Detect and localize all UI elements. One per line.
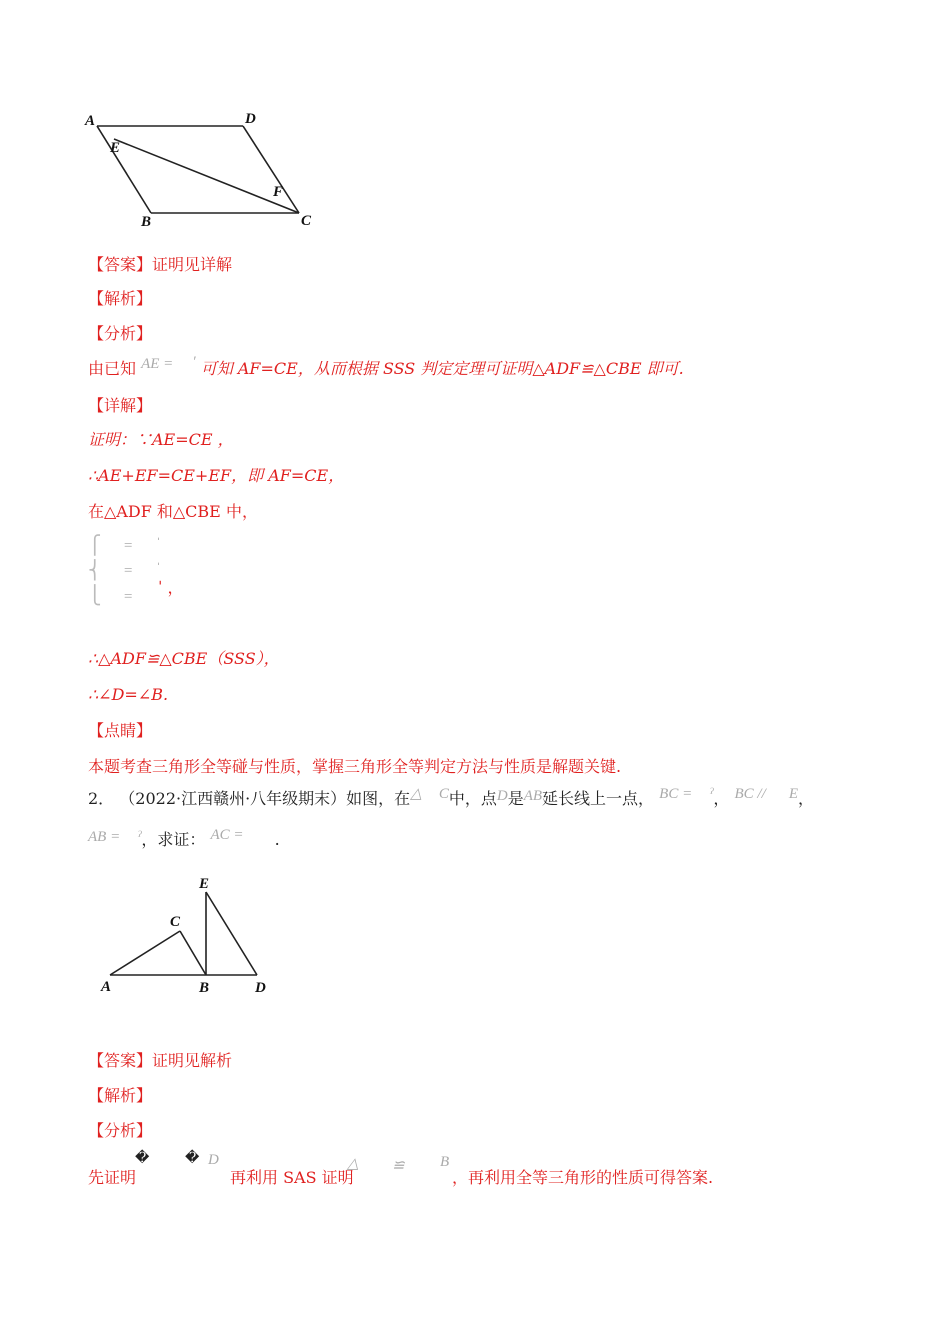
label-a2: A [101, 979, 112, 995]
analysis-tag-2: 【解析】 [88, 1086, 153, 1105]
comma-2: ， [798, 789, 815, 808]
segment-ec [114, 139, 299, 213]
ac-eq: AC = [210, 827, 244, 843]
tri-symbol-2: △ [347, 1156, 359, 1172]
label-c: C [301, 213, 312, 229]
dianjing-tag: 【点睛】 [88, 721, 153, 740]
system-tail-3: ˈ ， [158, 578, 184, 597]
label-b2: B [199, 980, 210, 996]
b-label: B [440, 1154, 450, 1170]
label-f: F [273, 184, 284, 200]
comma-1: ， [713, 789, 730, 808]
cong-symbol: ≌ [392, 1158, 405, 1174]
mid-2: 是 [507, 789, 524, 808]
e-val: E [788, 786, 799, 802]
bc-val: ˀ [709, 786, 714, 802]
mid-1: 中，点 [448, 789, 497, 808]
problem-2-line-1 [88, 786, 815, 810]
segment-ed [206, 892, 257, 975]
fenxi-text: 可知 AF=CE，从而根据 SSS 判定定理可证明△ADF≌△CBE 即可. [200, 359, 684, 378]
bc-parallel: BC // [734, 786, 766, 802]
dianjing-text: 本题考查三角形全等碰与性质，掌握三角形全等判定方法与性质是解题关键. [88, 757, 622, 776]
analysis-tag: 【解析】 [88, 289, 153, 308]
tri-symbol: △ [410, 786, 422, 802]
fenxi-line [88, 354, 684, 380]
segment-dc [243, 126, 299, 213]
fenxi-tag-2: 【分析】 [88, 1121, 153, 1140]
proof-line-5: ∴∠D=∠B. [88, 685, 169, 704]
equation-system-brace: ⎧ ⎨ ⎩ [88, 535, 102, 605]
fenxi-tag: 【分析】 [88, 324, 153, 343]
detail-tag: 【详解】 [88, 396, 153, 415]
fenxi-frag: ′ [192, 354, 196, 370]
figure-2-triangles [95, 868, 280, 998]
label-a: A [85, 113, 96, 129]
answer-tag: 【答案】 [88, 255, 153, 274]
fenxi-math: AE = [141, 356, 174, 372]
glyph-2: � [185, 1150, 200, 1166]
label-d2: D [255, 980, 266, 996]
d-label: D [208, 1152, 219, 1168]
tri-c: C [438, 786, 449, 802]
answer-text: 证明见详解 [152, 255, 233, 274]
system-tail-1: ˈ [156, 536, 161, 552]
answer-text-2: 证明见解析 [152, 1051, 233, 1070]
fenxi-prefix: 由已知 [88, 359, 137, 378]
label-d: D [245, 111, 256, 127]
ab-val: ˀ [137, 829, 142, 845]
glyph-1: � [135, 1150, 150, 1166]
system-eq-2: = [123, 563, 134, 579]
answer-tag-2: 【答案】 [88, 1051, 153, 1070]
segment-ab-text: AB [523, 788, 543, 804]
mid-3: 延长线上一点， [542, 789, 655, 808]
proof-line-4: ∴△ADF≌△CBE（SSS）， [88, 649, 280, 668]
segment-ac [110, 931, 180, 975]
prove-text: ，求证： [141, 830, 206, 849]
conclusion: ，再利用全等三角形的性质可得答案. [452, 1168, 714, 1187]
system-eq-3: = [123, 589, 134, 605]
period: . [274, 830, 280, 849]
bc-eq: BC = [659, 786, 693, 802]
ab-eq: AB = [88, 829, 121, 845]
label-e2: E [199, 876, 210, 892]
segment-cb [180, 931, 206, 975]
answer-line-1 [88, 255, 232, 275]
proof-line-3: 在△ADF 和△CBE 中， [88, 502, 258, 521]
system-eq-1: = [123, 538, 134, 554]
problem-source: （2022·江西赣州·八年级期末）如图，在 [119, 789, 411, 808]
point-d: D [496, 788, 508, 804]
answer-line-2 [88, 1051, 232, 1071]
first-prove: 先证明 [88, 1168, 137, 1187]
label-e: E [110, 140, 121, 156]
proof-line-2: ∴AE+EF=CE+EF，即 AF=CE， [88, 466, 345, 485]
label-b: B [141, 214, 152, 230]
proof-line-1: 证明：∵AE=CE ， [88, 430, 234, 449]
then-sas: 再利用 SAS 证明 [230, 1168, 354, 1187]
label-c2: C [170, 914, 181, 930]
problem-number: 2． [88, 789, 115, 808]
system-tail-2: ˈ [156, 561, 161, 577]
problem-2-line-2 [88, 827, 280, 851]
segment-ab [97, 126, 151, 213]
figure-1-quadrilateral [80, 105, 330, 230]
